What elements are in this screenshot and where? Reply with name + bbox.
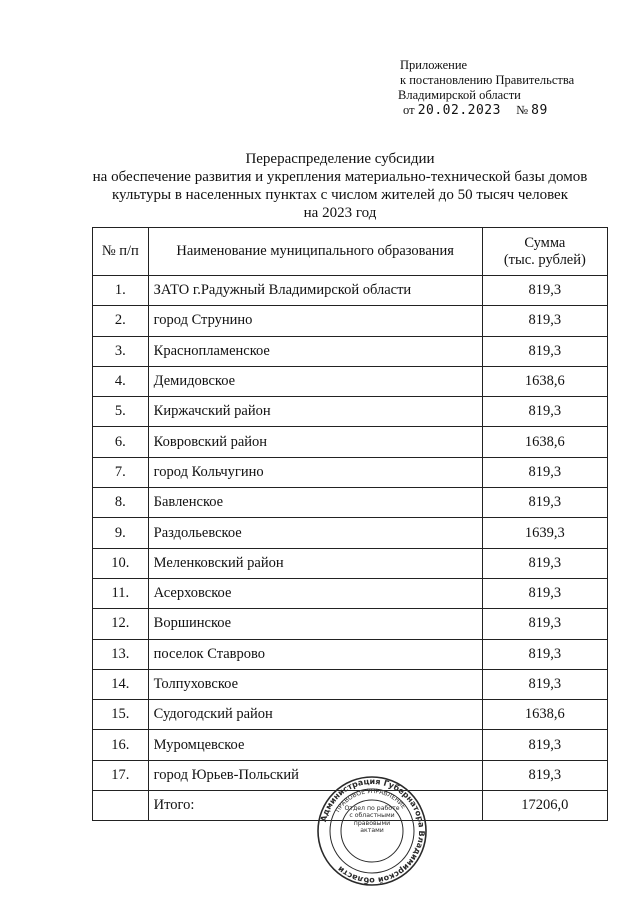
header-sum-line-2: (тыс. рублей)	[503, 251, 586, 268]
row-sum: 819,3	[482, 760, 607, 790]
date-prefix: от	[403, 103, 415, 117]
row-name: город Кольчугино	[148, 457, 482, 487]
title-line-4: на 2023 год	[303, 205, 377, 221]
table-row	[93, 306, 608, 336]
appendix-line-1: Приложение	[400, 58, 468, 72]
stamp-inner-text: Отдел по работе с областными правовыми актами	[344, 805, 400, 835]
title-line-2: на обеспечение развития и укрепления материально-технической базы домов	[92, 169, 588, 185]
row-num: 2.	[93, 306, 149, 336]
row-num: 13.	[93, 639, 149, 669]
row-name: Муромцевское	[148, 730, 482, 760]
row-sum: 1639,3	[482, 518, 607, 548]
row-sum: 819,3	[482, 306, 607, 336]
row-sum: 819,3	[482, 639, 607, 669]
stamp-mid-text: ПРАВОВОЕ УПРАВЛЕНИЕ	[334, 787, 408, 814]
table-row	[93, 366, 608, 396]
row-num: 15.	[93, 700, 149, 730]
row-name: поселок Ставрово	[148, 639, 482, 669]
header-sum-line-1: Сумма	[524, 234, 566, 251]
row-name: ЗАТО г.Радужный Владимирской области	[148, 276, 482, 306]
appendix-line-2: к постановлению Правительства	[400, 73, 575, 87]
appendix-date-line	[398, 103, 574, 118]
header-name: Наименование муниципального образования	[148, 228, 482, 276]
row-name: Ковровский район	[148, 427, 482, 457]
row-num: 12.	[93, 609, 149, 639]
table-row	[93, 488, 608, 518]
row-sum: 1638,6	[482, 427, 607, 457]
total-label: Итого:	[148, 791, 482, 821]
row-num: 9.	[93, 518, 149, 548]
header-num: № п/п	[93, 228, 149, 276]
header-sum	[482, 228, 607, 276]
row-num: 3.	[93, 336, 149, 366]
total-num-cell	[93, 791, 149, 821]
appendix-block	[398, 58, 574, 118]
row-num: 1.	[93, 276, 149, 306]
row-name: Асерховское	[148, 578, 482, 608]
row-name: Краснопламенское	[148, 336, 482, 366]
row-num: 7.	[93, 457, 149, 487]
table-row	[93, 730, 608, 760]
table-row	[93, 609, 608, 639]
table-row	[93, 700, 608, 730]
table-row	[93, 276, 608, 306]
row-num: 17.	[93, 760, 149, 790]
row-num: 4.	[93, 366, 149, 396]
row-sum: 819,3	[482, 548, 607, 578]
row-sum: 1638,6	[482, 366, 607, 396]
table-row	[93, 578, 608, 608]
row-name: город Юрьев-Польский	[148, 760, 482, 790]
stamp-outer-text: Администрация Губернатора Владимирской области	[318, 776, 427, 886]
title-line-3: культуры в населенных пунктах с числом жителей до 50 тысяч человек	[111, 187, 569, 203]
row-num: 11.	[93, 578, 149, 608]
document-title	[60, 150, 620, 222]
row-sum: 819,3	[482, 276, 607, 306]
subsidy-table	[92, 227, 608, 821]
row-sum: 819,3	[482, 609, 607, 639]
row-name: Бавленское	[148, 488, 482, 518]
row-sum: 819,3	[482, 336, 607, 366]
table-row	[93, 457, 608, 487]
table-row	[93, 669, 608, 699]
row-num: 8.	[93, 488, 149, 518]
title-line-1: Перераспределение субсидии	[245, 151, 435, 167]
row-name: Судогодский район	[148, 700, 482, 730]
row-sum: 819,3	[482, 488, 607, 518]
row-num: 10.	[93, 548, 149, 578]
table-row	[93, 427, 608, 457]
table-header-row	[93, 228, 608, 276]
row-sum: 819,3	[482, 669, 607, 699]
row-name: город Струнино	[148, 306, 482, 336]
document-number: 89	[531, 103, 548, 118]
table-row	[93, 336, 608, 366]
row-num: 6.	[93, 427, 149, 457]
row-name: Меленковский район	[148, 548, 482, 578]
row-name: Толпуховское	[148, 669, 482, 699]
official-stamp	[316, 775, 428, 887]
row-num: 5.	[93, 397, 149, 427]
row-sum: 819,3	[482, 397, 607, 427]
number-sign: №	[516, 103, 529, 117]
table-row	[93, 518, 608, 548]
row-sum: 819,3	[482, 457, 607, 487]
row-sum: 1638,6	[482, 700, 607, 730]
row-sum: 819,3	[482, 730, 607, 760]
document-date: 20.02.2023	[417, 103, 501, 118]
row-name: Демидовское	[148, 366, 482, 396]
appendix-line-3: Владимирской области	[398, 88, 521, 102]
total-sum: 17206,0	[482, 791, 607, 821]
row-sum: 819,3	[482, 578, 607, 608]
row-name: Киржачский район	[148, 397, 482, 427]
row-name: Воршинское	[148, 609, 482, 639]
table-row	[93, 548, 608, 578]
row-num: 16.	[93, 730, 149, 760]
row-name: Раздольевское	[148, 518, 482, 548]
table-row	[93, 639, 608, 669]
row-num: 14.	[93, 669, 149, 699]
table-row	[93, 397, 608, 427]
